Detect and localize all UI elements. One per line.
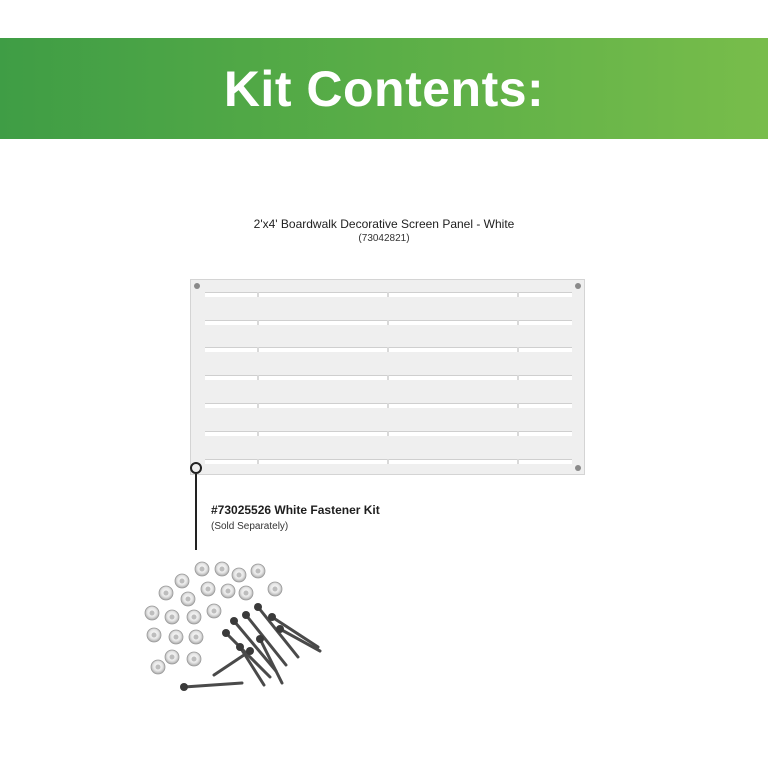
- slot-divider: [387, 375, 389, 380]
- slot-divider: [257, 459, 259, 464]
- slot-divider: [517, 347, 519, 352]
- product-title: 2'x4' Boardwalk Decorative Screen Panel - White: [253, 217, 515, 231]
- slot-divider: [517, 320, 519, 325]
- slot-divider: [387, 292, 389, 297]
- slot-divider: [257, 347, 259, 352]
- slot-divider: [257, 431, 259, 436]
- mounting-hole: [575, 465, 581, 471]
- page-title: Kit Contents:: [223, 60, 545, 117]
- product-sku: (73042821): [358, 233, 410, 244]
- slot-divider: [257, 375, 259, 380]
- slot-divider: [517, 292, 519, 297]
- header-banner: [0, 38, 768, 139]
- cap-washers: [145, 562, 282, 674]
- slot-divider: [387, 403, 389, 408]
- slot-divider: [257, 320, 259, 325]
- fastener-kit-image: [130, 555, 340, 705]
- slot-divider: [387, 459, 389, 464]
- slot-divider: [517, 431, 519, 436]
- callout-marker: [190, 462, 202, 474]
- screen-panel-image: [190, 279, 585, 475]
- slot-divider: [387, 320, 389, 325]
- slot-divider: [257, 292, 259, 297]
- mounting-hole: [575, 283, 581, 289]
- slot-divider: [517, 403, 519, 408]
- slot-divider: [387, 431, 389, 436]
- fastener-kit-note: (Sold Separately): [211, 521, 289, 532]
- slot-divider: [517, 459, 519, 464]
- slot-divider: [387, 347, 389, 352]
- fastener-kit-title: #73025526 White Fastener Kit: [211, 503, 380, 517]
- slot-divider: [517, 375, 519, 380]
- slot-divider: [257, 403, 259, 408]
- mounting-hole: [194, 283, 200, 289]
- callout-line: [195, 474, 197, 550]
